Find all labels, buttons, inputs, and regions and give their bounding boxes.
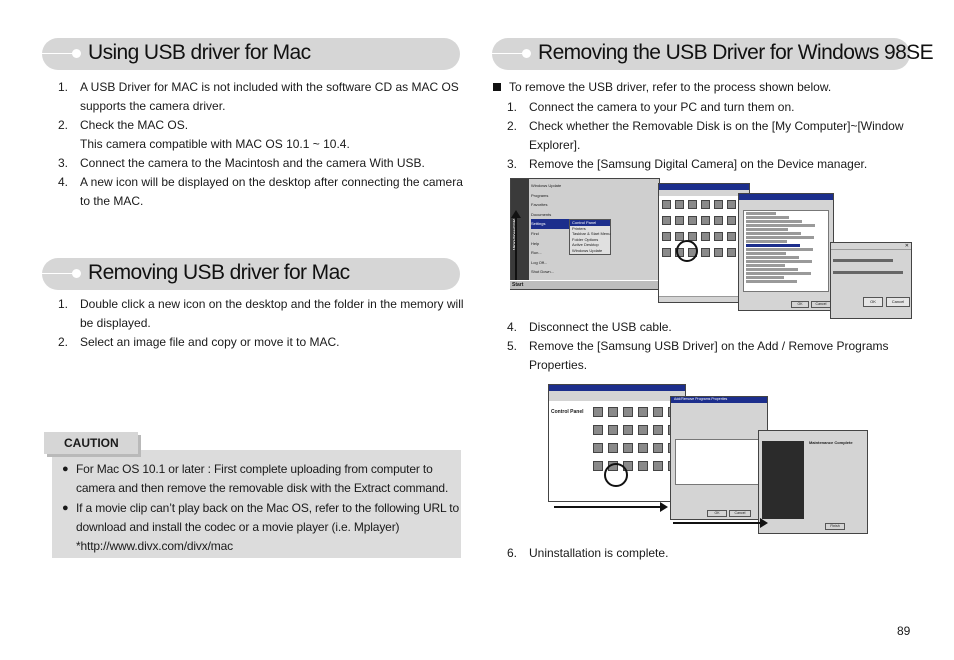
highlight-circle (676, 240, 698, 262)
section-title: Using USB driver for Mac (88, 41, 311, 64)
page-number: 89 (897, 624, 911, 638)
control-panel-icon[interactable] (593, 461, 603, 471)
item-text-line: Disconnect the USB cable. (529, 320, 672, 334)
device-list-row[interactable] (746, 252, 786, 255)
device-list-row[interactable] (746, 236, 814, 239)
item-number: 3. (507, 157, 518, 171)
menu-bar (659, 190, 749, 196)
win98-steps-4-5 (507, 318, 907, 375)
item-number: 6. (507, 546, 518, 560)
uninstall-wizard (758, 430, 868, 534)
item-text-line: to the MAC. (80, 194, 144, 208)
wizard-title: Maintenance Complete (809, 440, 853, 445)
start-menu-item[interactable]: Favorites (531, 202, 548, 208)
taskbar (510, 280, 658, 289)
control-panel-icon[interactable] (675, 200, 684, 209)
list-item (507, 318, 907, 337)
control-panel-icon[interactable] (638, 461, 648, 471)
control-panel-icon[interactable] (653, 407, 663, 417)
list-item (58, 116, 458, 154)
intro-text: To remove the USB driver, refer to the process shown below. (509, 80, 832, 94)
control-panel-icon[interactable] (608, 407, 618, 417)
control-panel-icon[interactable] (714, 232, 723, 241)
start-menu-item[interactable]: Windows Update (531, 183, 562, 188)
header-line-decoration (42, 53, 76, 54)
arrow-right-icon (660, 502, 668, 512)
control-panel-icon[interactable] (701, 232, 710, 241)
control-panel-icon[interactable] (688, 200, 697, 209)
control-panel-icon[interactable] (662, 248, 671, 257)
bullet-icon: ● (62, 502, 69, 514)
caution-item (62, 460, 454, 498)
item-text-line: be displayed. (80, 316, 151, 330)
control-panel-window (658, 183, 750, 303)
usb-mac-steps (58, 78, 463, 211)
caution-text-line: If a movie clip can’t play back on the Mac OS, refer to the following URL to (76, 501, 460, 515)
start-button[interactable]: Start (512, 282, 524, 288)
control-panel-icon[interactable] (653, 461, 663, 471)
control-panel-icon[interactable] (714, 248, 723, 257)
caution-text-line: camera and then remove the removable disk with the Extract command. (76, 481, 449, 495)
item-number: 1. (58, 297, 69, 311)
caution-text-line: download and install the codec or a movie player (i.e. Mplayer) (76, 520, 400, 534)
control-panel-icon[interactable] (727, 248, 736, 257)
control-panel-icon[interactable] (593, 407, 603, 417)
list-item (507, 155, 907, 174)
arrow-shaft (673, 522, 763, 524)
control-panel-icon[interactable] (701, 200, 710, 209)
item-text-line: A USB Driver for MAC is not included with the software CD as MAC OS (80, 80, 459, 94)
control-panel-icon[interactable] (701, 216, 710, 225)
item-number: 5. (507, 339, 518, 353)
item-number: 1. (58, 80, 69, 94)
control-panel-icon[interactable] (638, 425, 648, 435)
control-panel-icon[interactable] (653, 425, 663, 435)
toolbar (549, 391, 685, 401)
start-menu-item[interactable]: Log Off... (531, 259, 548, 265)
list-item (507, 544, 907, 563)
control-panel-icon[interactable] (638, 443, 648, 453)
ok-button[interactable]: OK (863, 297, 883, 307)
item-text-line: Connect the camera to the Macintosh and the camera With USB. (80, 156, 425, 170)
win98-step-6 (507, 544, 907, 563)
caution-list (62, 460, 460, 557)
submenu-item[interactable]: Active Desktop (572, 242, 599, 248)
control-panel-icon[interactable] (688, 216, 697, 225)
item-number: 4. (507, 320, 518, 334)
start-menu-item[interactable]: Find (531, 230, 539, 236)
start-menu-item[interactable]: Run... (531, 250, 542, 256)
section-header-removing-usb-mac (42, 258, 460, 290)
device-list-row[interactable] (746, 224, 815, 227)
item-text-line: supports the camera driver. (80, 99, 226, 113)
header-dot-icon (72, 49, 81, 58)
control-panel-icon[interactable] (701, 248, 710, 257)
control-panel-icon[interactable] (608, 425, 618, 435)
submenu-item[interactable]: Control Panel (570, 220, 610, 226)
control-panel-icon[interactable] (623, 425, 633, 435)
list-item (507, 117, 907, 155)
device-list-row[interactable] (746, 260, 812, 263)
control-panel-icon[interactable] (638, 407, 648, 417)
dialog-text-line (833, 259, 893, 262)
device-list-row[interactable] (746, 232, 801, 235)
control-panel-icon[interactable] (727, 232, 736, 241)
item-number: 3. (58, 156, 69, 170)
device-list-row[interactable] (746, 276, 784, 279)
section-title: Removing USB driver for Mac (88, 261, 350, 284)
start-menu-item[interactable]: Programs (531, 192, 549, 198)
window-title-bar (739, 194, 833, 200)
control-panel-icon[interactable] (623, 443, 633, 453)
control-panel-icon[interactable] (662, 200, 671, 209)
item-text-line: Explorer]. (529, 138, 581, 152)
control-panel-icon[interactable] (714, 200, 723, 209)
header-line-decoration (492, 53, 526, 54)
start-menu-item[interactable]: Shut Down... (531, 269, 554, 275)
screenshot-device-manager (510, 178, 911, 318)
confirm-remove-dialog (830, 242, 912, 319)
control-panel-icon[interactable] (623, 407, 633, 417)
list-item (58, 173, 463, 211)
dialog-text-line (833, 271, 903, 274)
arrow-right-icon (760, 518, 768, 528)
settings-submenu (569, 219, 611, 255)
start-menu-item[interactable]: Documents (531, 211, 552, 217)
item-text-line: Uninstallation is complete. (529, 546, 669, 560)
caution-item (62, 499, 460, 556)
start-menu-item[interactable]: Settings (531, 219, 571, 229)
list-item (58, 154, 458, 173)
section-title: Removing the USB Driver for Windows 98SE (538, 41, 933, 64)
submenu-item[interactable]: Taskbar & Start Menu (572, 231, 611, 237)
submenu-item[interactable]: Windows Update (572, 247, 603, 253)
win98-steps-1-3 (507, 98, 907, 174)
submenu-item[interactable]: Printers (572, 225, 586, 231)
control-panel-icon[interactable] (608, 443, 618, 453)
list-item (58, 78, 458, 116)
list-item (507, 337, 907, 375)
device-list-row[interactable] (746, 272, 811, 275)
cancel-button[interactable]: Cancel (886, 297, 910, 307)
list-item (507, 98, 907, 117)
screenshot-add-remove-programs (548, 384, 866, 534)
wizard-image (762, 441, 804, 519)
device-list-row[interactable] (746, 248, 813, 251)
control-panel-icon[interactable] (714, 216, 723, 225)
cancel-button[interactable]: Cancel (811, 301, 831, 308)
section-header-using-usb-mac (42, 38, 460, 70)
close-icon[interactable]: ✕ (904, 243, 909, 249)
section-header-removing-98se (492, 38, 933, 70)
start-menu-window (510, 178, 660, 290)
device-list-row[interactable] (746, 240, 787, 243)
item-text-line: Remove the [Samsung Digital Camera] on the Device manager. (529, 157, 868, 171)
window-title-bar (831, 243, 911, 250)
device-list-row[interactable] (746, 244, 800, 247)
caution-label: CAUTION (44, 432, 138, 454)
control-panel-window (548, 384, 686, 502)
list-item (58, 295, 464, 333)
header-dot-icon (72, 269, 81, 278)
system-properties-dialog (738, 193, 834, 311)
control-panel-icon[interactable] (593, 443, 603, 453)
control-panel-icon[interactable] (662, 216, 671, 225)
bullet-icon: ● (62, 463, 69, 475)
item-text-line: Properties. (529, 358, 588, 372)
device-list (743, 210, 829, 292)
start-menu-items (531, 181, 571, 277)
item-number: 2. (58, 118, 69, 132)
caution-text-line: *http://www.divx.com/divx/mac (76, 539, 234, 553)
control-panel-icon[interactable] (653, 443, 663, 453)
control-panel-icon[interactable] (593, 425, 603, 435)
arrow-shaft (515, 216, 517, 280)
device-list-row[interactable] (746, 264, 785, 267)
device-list-row[interactable] (746, 228, 788, 231)
header-dot-icon (522, 49, 531, 58)
arrow-shaft (554, 506, 664, 508)
arrow-up-icon (511, 210, 521, 218)
control-panel-icon[interactable] (727, 200, 736, 209)
list-item (58, 333, 458, 352)
ok-button[interactable]: OK (791, 301, 809, 308)
finish-button[interactable]: Finish (825, 523, 845, 530)
program-list (675, 439, 763, 485)
device-list-row[interactable] (746, 268, 798, 271)
panel-title: Control Panel (551, 409, 584, 415)
caution-text-line: For Mac OS 10.1 or later : First complete uploading from computer to (76, 462, 433, 476)
device-list-row[interactable] (746, 280, 797, 283)
item-text-line: A new icon will be displayed on the desktop after connecting the camera (80, 175, 463, 189)
add-remove-dialog (670, 396, 768, 520)
device-list-row[interactable] (746, 212, 776, 215)
submenu-item[interactable]: Folder Options (572, 236, 599, 242)
control-panel-icon[interactable] (727, 216, 736, 225)
item-number: 4. (58, 175, 69, 189)
item-text-line: Connect the camera to your PC and turn them on. (529, 100, 795, 114)
item-number: 1. (507, 100, 518, 114)
item-number: 2. (507, 119, 518, 133)
device-list-row[interactable] (746, 256, 799, 259)
control-panel-icon[interactable] (662, 232, 671, 241)
device-list-row[interactable] (746, 216, 789, 219)
status-bar (659, 296, 749, 302)
header-line-decoration (42, 273, 76, 274)
remove-mac-steps (58, 295, 464, 352)
ok-button[interactable]: OK (707, 510, 727, 517)
item-text-line: This camera compatible with MAC OS 10.1 ~ 10.4. (80, 137, 350, 151)
item-text-line: Check whether the Removable Disk is on the [My Computer]~[Window (529, 119, 904, 133)
item-text-line: Check the MAC OS. (80, 118, 189, 132)
item-number: 2. (58, 335, 69, 349)
dialog-title: Add/Remove Programs Properties (674, 397, 728, 401)
device-list-row[interactable] (746, 220, 802, 223)
caution-box (52, 450, 461, 558)
item-text-line: Double click a new icon on the desktop and the folder in the memory will (80, 297, 464, 311)
item-text-line: Select an image file and copy or move it to MAC. (80, 335, 340, 349)
highlight-circle (604, 463, 628, 487)
cancel-button[interactable]: Cancel (729, 510, 751, 517)
start-menu-item[interactable]: Help (531, 240, 540, 246)
control-panel-icon[interactable] (675, 216, 684, 225)
item-text-line: Remove the [Samsung USB Driver] on the Add / Remove Programs (529, 339, 889, 353)
square-bullet-icon (493, 83, 501, 91)
